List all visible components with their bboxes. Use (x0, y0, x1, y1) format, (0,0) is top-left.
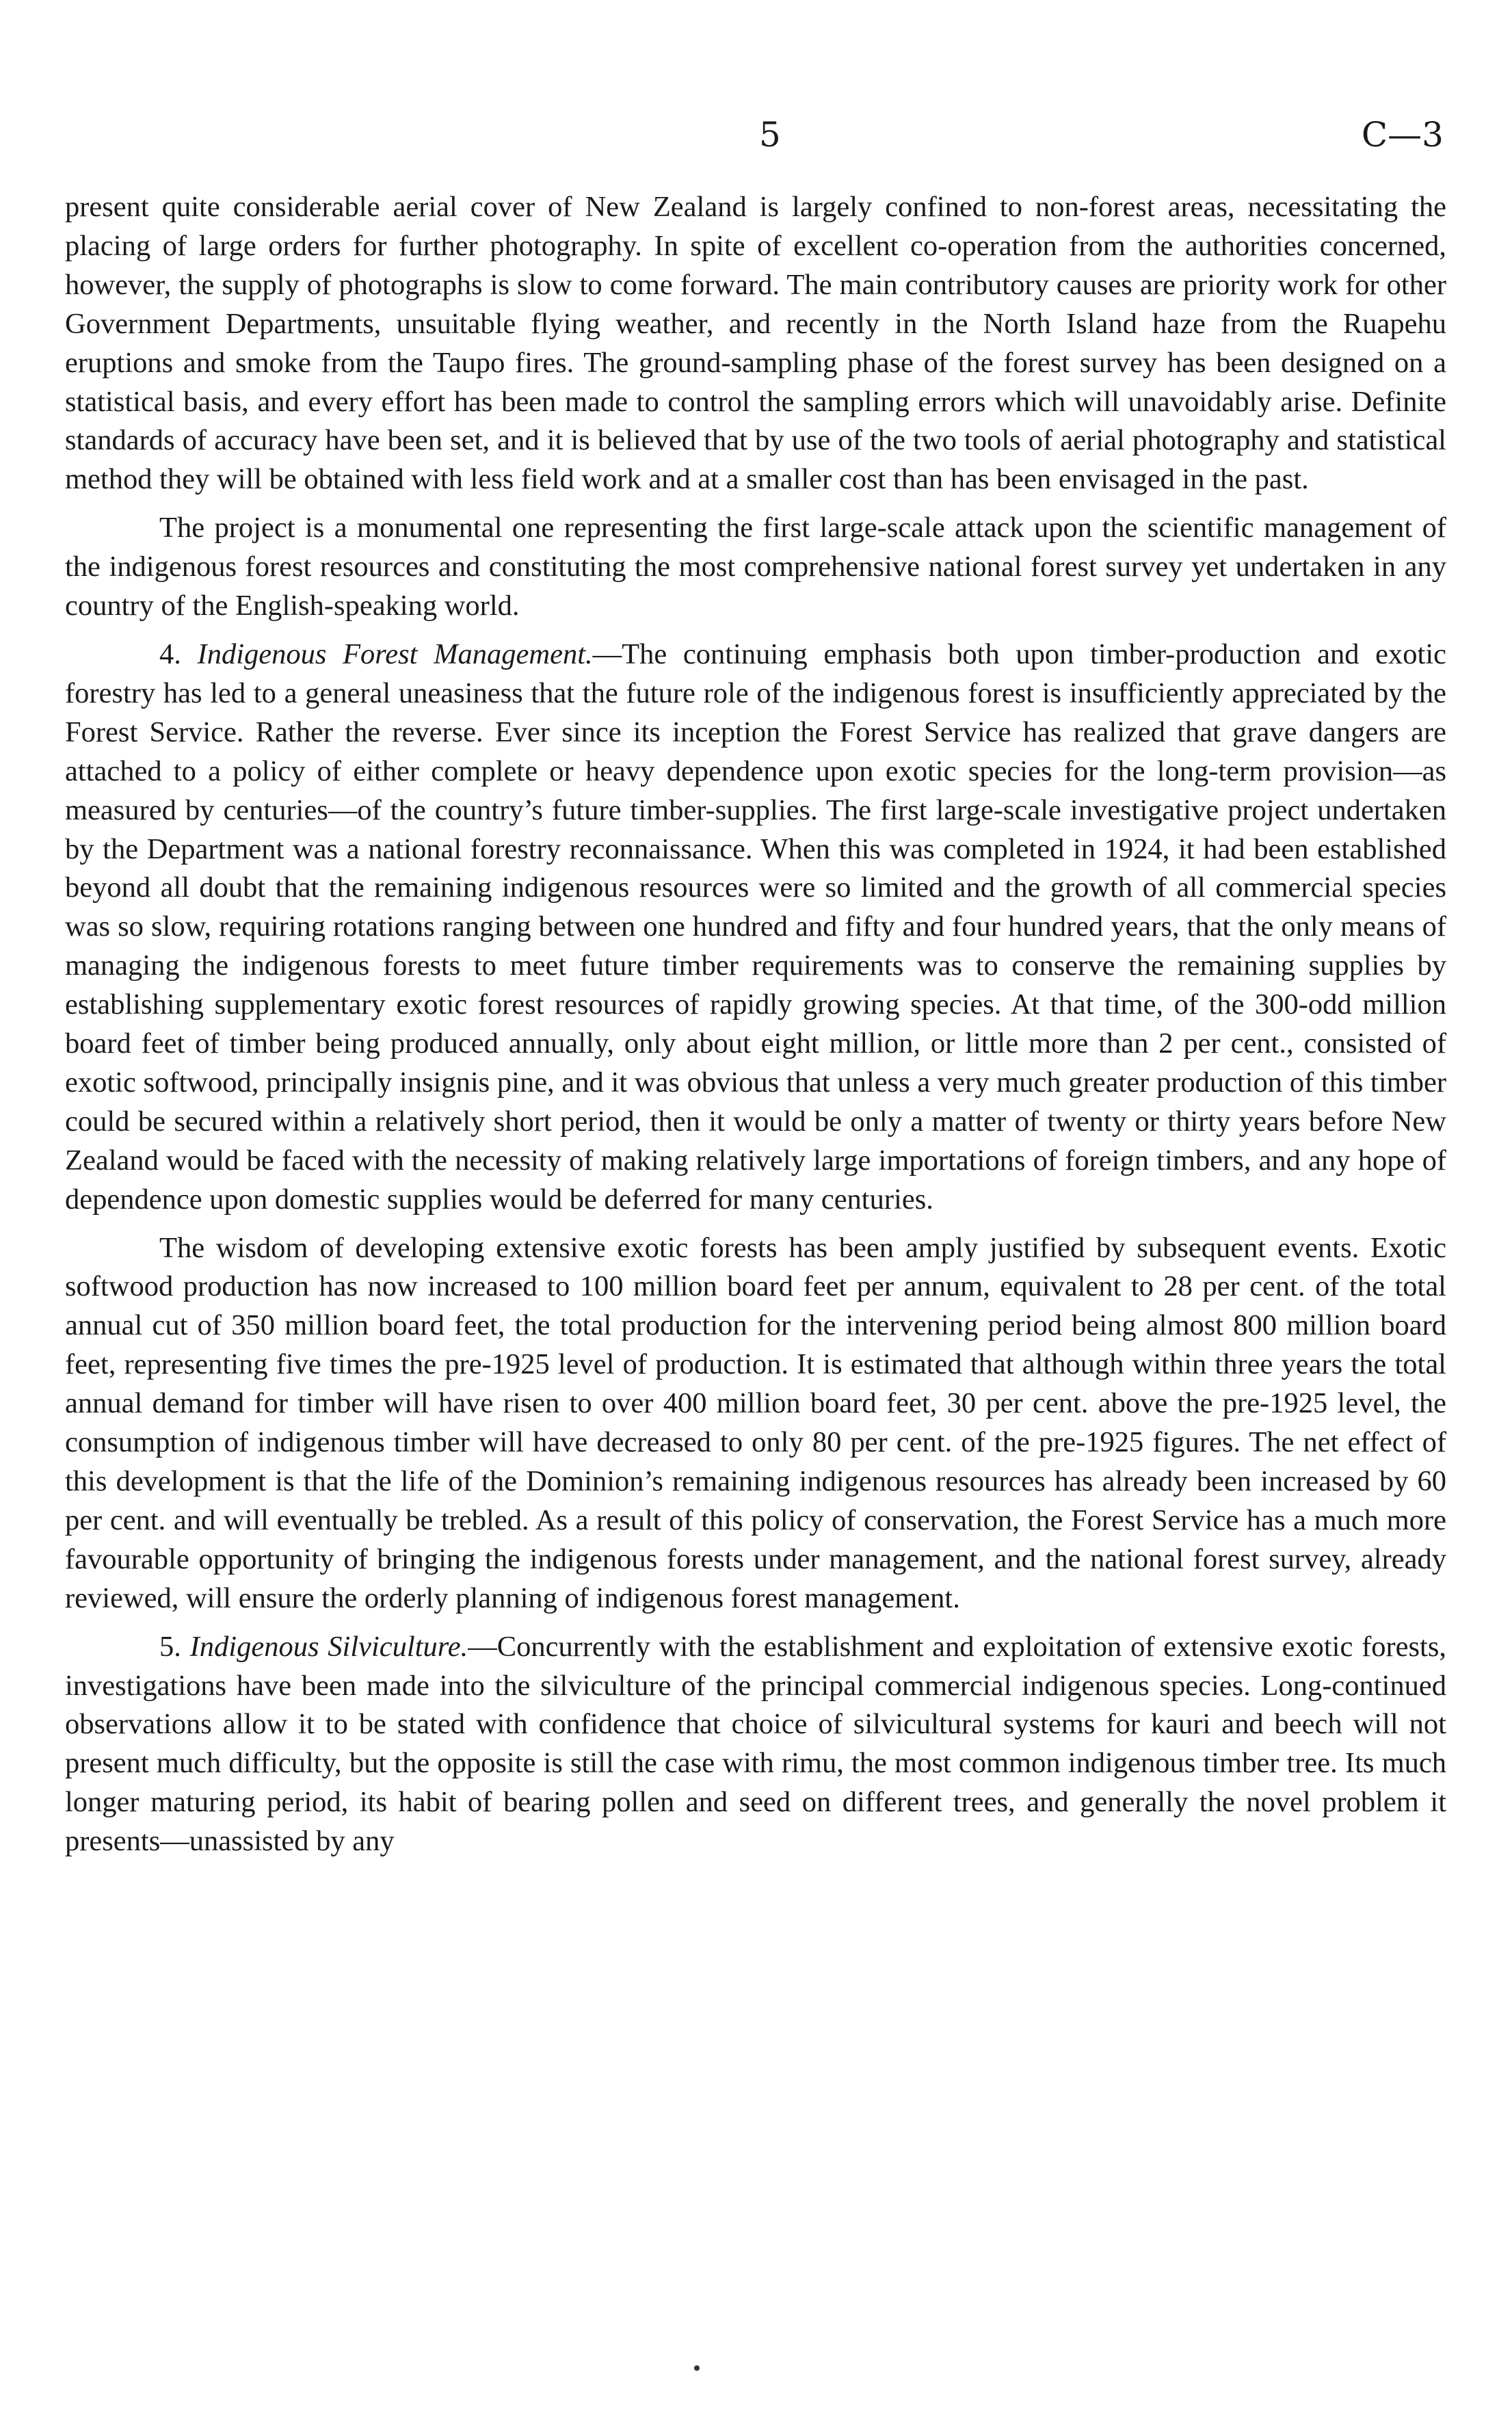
body-text (65, 188, 1446, 1871)
paragraph-project: The project is a monumental one representing the first large-scale attack upon the scientific management of the indigenous forest resources and constituting the most comprehensive national forest survey yet undertaken in any country of the English-speaking world. (65, 512, 1446, 622)
section-heading: Indigenous Forest Management. (197, 638, 593, 670)
section-indigenous-silviculture (65, 1628, 1446, 1861)
section-number: 5. (159, 1630, 181, 1663)
page-header (0, 115, 1512, 163)
section-heading: Indigenous Silviculture. (189, 1630, 468, 1663)
paragraph-continuation: present quite considerable aerial cover of New Zealand is largely confined to non-forest areas, necessitating the placing of large orders for further photography. In spite of excellent co-operation from the authorities concerned, however, the supply of photographs is slow to come forward. The main contributory causes are priority work for other Government Departments, unsuitable flying weather, and recently in the North Island haze from the Ruapehu eruptions and smoke from the Taupo fires. The ground-sampling phase of the forest survey has been designed on a statistical basis, and every effort has been made to control the sampling errors which will unavoidably arise. Definite standards of accuracy have been set, and it is believed that by use of the two tools of aerial photography and statistical method they will be obtained with less field work and at a smaller cost than has been envisaged in the past. (65, 191, 1446, 496)
document-reference: C—3 (1361, 115, 1444, 155)
page-number: 5 (759, 115, 781, 155)
section-text: —The continuing emphasis both upon timber-production and exotic forestry has led to a general uneasiness that the future role of the indigenous forest is insufficiently appreciated by the Forest Service. Rather the reverse. Ever since its inception the Forest Service has realized that grave dangers are attached to a policy of either complete or heavy dependence upon exotic species for the long-term provision—as measured by centuries—of the country’s future timber-supplies. The first large-scale investigative project undertaken by the Department was a national forestry reconnaissance. When this was completed in 1924, it had been established beyond all doubt that the remaining indigenous resources were so limited and the growth of all commercial species was so slow, requiring rotations ranging between one hundred and fifty and four hundred years, that the only means of managing the indigenous forests to meet future timber requirements was to conserve the remaining supplies by establishing supplementary exotic forest resources of rapidly growing species. At that time, of the 300-odd million board feet of timber being produced annually, only about eight million, or little more than 2 per cent., consisted of exotic softwood, principally insignis pine, and it was obvious that unless a very much greater production of this timber could be secured within a relatively short period, then it would be only a matter of twenty or thirty years before New Zealand would be faced with the necessity of making relatively large importations of foreign timbers, and any hope of dependence upon domestic supplies would be deferred for many centuries. (65, 638, 1446, 1215)
page-mark (694, 2365, 700, 2371)
section-text: —Concurrently with the establishment and exploitation of extensive exotic forests, investigations have been made into the silviculture of the principal commercial indigenous species. Long-continued observations allow it to be stated with confidence that choice of silvicultural systems for kauri and beech will not present much difficulty, but the opposite is still the case with rimu, the most common indigenous timber tree. Its much longer maturing period, its habit of bearing pollen and seed on different trees, and generally the novel problem it presents—unassisted by any (65, 1630, 1446, 1858)
paragraph-exotic-forests: The wisdom of developing extensive exotic forests has been amply justified by subsequent events. Exotic softwood production has now increased to 100 million board feet per annum, equivalent to 28 per cent. of the total annual cut of 350 million board feet, the total production for the intervening period being almost 800 million board feet, representing five times the pre-1925 level of production. It is estimated that although within three years the total annual demand for timber will have risen to over 400 million board feet, 30 per cent. above the pre-1925 level, the consumption of indigenous timber will have decreased to only 80 per cent. of the pre-1925 figures. The net effect of this development is that the life of the Dominion’s remaining indigenous resources has already been increased by 60 per cent. and will eventually be trebled. As a result of this policy of conservation, the Forest Service has a much more favourable opportunity of bringing the indigenous forests under management, and the national forest survey, already reviewed, will ensure the orderly planning of indigenous forest management. (65, 1231, 1446, 1614)
section-number: 4. (159, 638, 181, 670)
section-indigenous-forest-management (65, 635, 1446, 1220)
